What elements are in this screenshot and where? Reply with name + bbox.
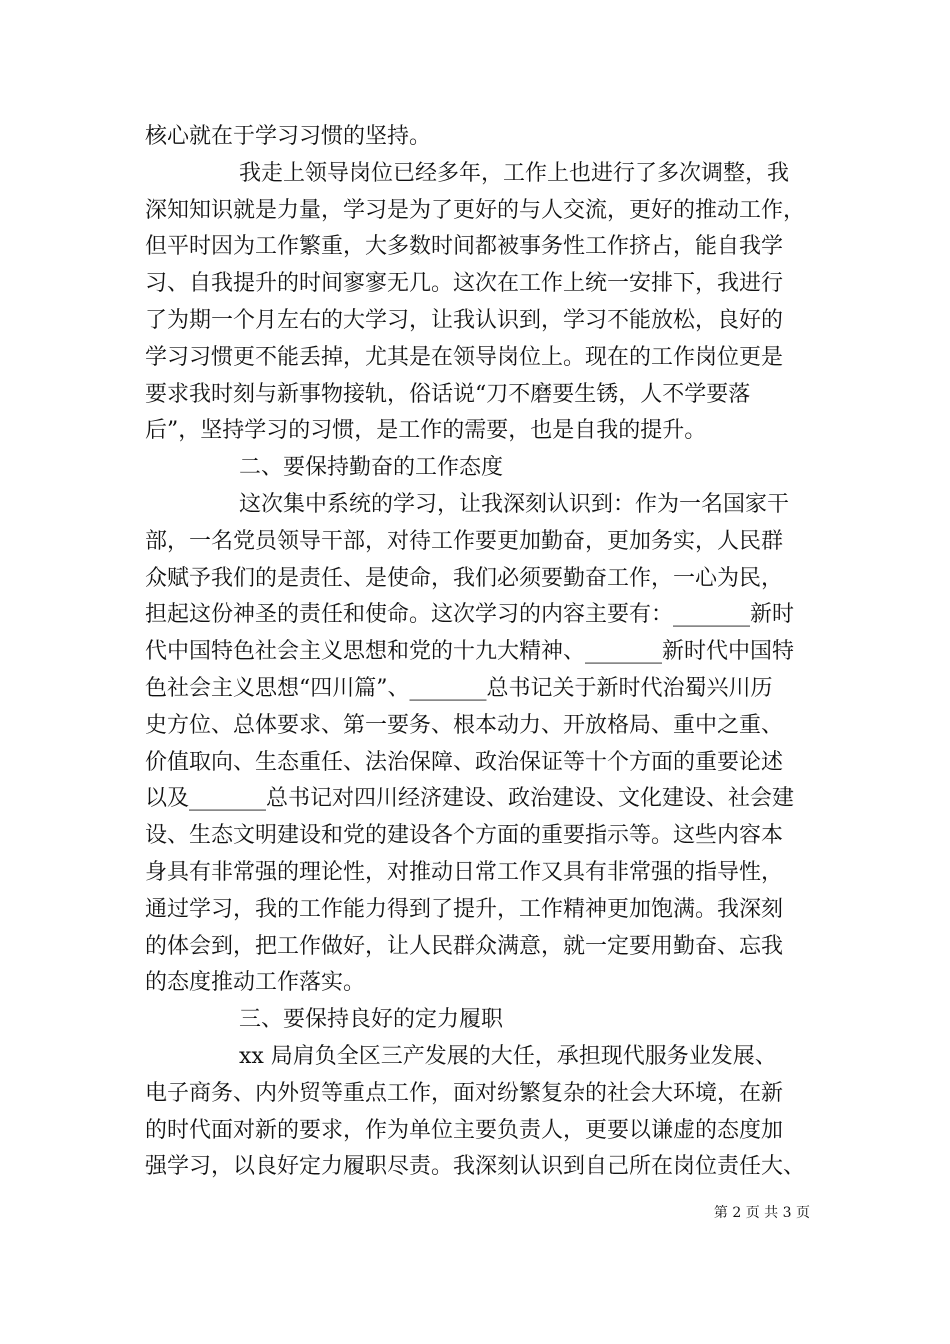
text-line: 身具有非常强的理论性，对推动日常工作又具有非常强的指导性， [145,859,784,885]
text-line: 电子商务、内外贸等重点工作，面对纷繁复杂的社会大环境，在新 [145,1080,784,1106]
text-line: 要求我时刻与新事物接轨，俗话说“刀不磨要生锈，人不学要落 [145,381,751,407]
text-line: 核心就在于学习习惯的坚持。 [145,124,432,149]
text-line: 强学习，以良好定力履职尽责。我深刻认识到自己所在岗位责任大、 [145,1154,806,1180]
text-line: 史方位、总体要求、第一要务、根本动力、开放格局、重中之重、 [145,712,784,738]
text-line: 的时代面对新的要求，作为单位主要负责人，更要以谦虚的态度加 [145,1117,784,1143]
text-line: 学习习惯更不能丢掉，尤其是在领导岗位上。现在的工作岗位更是 [145,344,784,370]
text-line: 但平时因为工作繁重，大多数时间都被事务性工作挤占，能自我学 [145,234,784,260]
text-line: 设、生态文明建设和党的建设各个方面的重要指示等。这些内容本 [145,823,784,849]
section-heading: 二、要保持勤奋的工作态度 [239,455,504,481]
text-line: 色社会主义思想“四川篇”、_______总书记关于新时代治蜀兴川历 [145,675,773,701]
document-body [145,119,810,1186]
text-line: 习、自我提升的时间寥寥无几。这次在工作上统一安排下，我进行 [145,271,784,297]
text-line: 深知知识就是力量，学习是为了更好的与人交流，更好的推动工作， [145,197,806,223]
paragraph-start-line: 这次集中系统的学习，让我深刻认识到：作为一名国家干 [239,491,790,517]
section-heading: 三、要保持良好的定力履职 [239,1007,504,1033]
page-number-footer: 第 2 页 共 3 页 [713,1205,810,1221]
text-line: 的态度推动工作落实。 [145,970,366,996]
paragraph-start-line: xx 局肩负全区三产发展的大任，承担现代服务业发展、 [239,1043,777,1069]
text-line: 以及_______总书记对四川经济建设、政治建设、文化建设、社会建 [145,786,795,812]
text-line: 代中国特色社会主义思想和党的十九大精神、_______新时代中国特 [145,639,795,665]
text-line: 担起这份神圣的责任和使命。这次学习的内容主要有：_______新时 [145,602,795,628]
text-line: 后”，坚持学习的习惯，是工作的需要，也是自我的提升。 [145,418,707,444]
text-line: 部，一名党员领导干部，对待工作要更加勤奋，更加务实，人民群 [145,528,784,554]
text-line: 通过学习，我的工作能力得到了提升，工作精神更加饱满。我深刻 [145,896,784,922]
text-line: 了为期一个月左右的大学习，让我认识到，学习不能放松，良好的 [145,307,784,333]
text-line: 的体会到，把工作做好，让人民群众满意，就一定要用勤奋、忘我 [145,933,784,959]
text-line: 价值取向、生态重任、法治保障、政治保证等十个方面的重要论述 [145,749,784,775]
text-line: 众赋予我们的是责任、是使命，我们必须要勤奋工作，一心为民， [145,565,784,591]
paragraph-start-line: 我走上领导岗位已经多年，工作上也进行了多次调整，我 [239,160,790,186]
